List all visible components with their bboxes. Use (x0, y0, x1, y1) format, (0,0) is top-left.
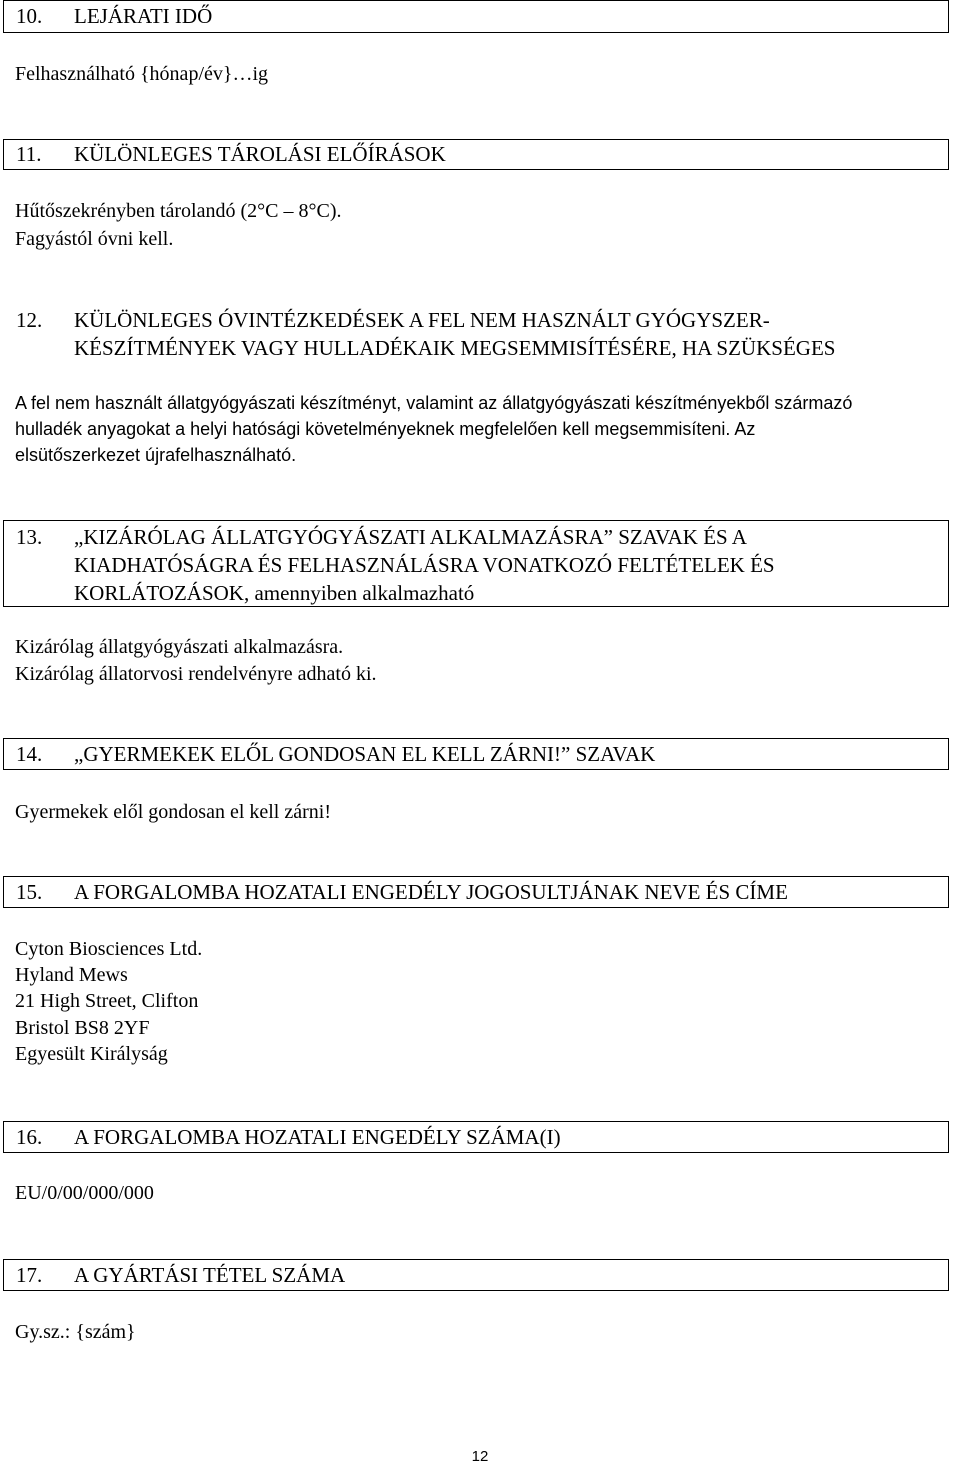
section-number: 12. (16, 308, 43, 332)
authorisation-number: EU/0/00/000/000 (15, 1182, 154, 1204)
section-10-header (3, 0, 949, 33)
section-12-header (3, 305, 949, 363)
section-number: 14. (16, 742, 43, 766)
section-title-line-2: KÉSZÍTMÉNYEK VAGY HULLADÉKAIK MEGSEMMISÍTÉSÉRE, HA SZÜKSÉGES (74, 336, 836, 360)
storage-text-2: Fagyástól óvni kell. (15, 228, 174, 250)
section-title-line-3-qualifier: amennyiben alkalmazható (249, 581, 475, 605)
section-number: 17. (16, 1263, 43, 1287)
disposal-text-3: elsütőszerkezet újrafelhasználható. (15, 445, 297, 465)
section-number: 11. (16, 142, 42, 166)
section-title-line-3-main: KORLÁTOZÁSOK, (74, 581, 250, 605)
section-title-line-3 (74, 579, 940, 607)
section-13-header (3, 520, 949, 607)
prescription-text: Kizárólag állatorvosi rendelvényre adható ki. (15, 663, 377, 685)
children-warning-text: Gyermekek elől gondosan el kell zárni! (15, 801, 331, 823)
section-number: 13. (16, 525, 43, 549)
section-17-header (3, 1259, 949, 1291)
section-11-header (3, 139, 949, 170)
section-title-line-1: „KIZÁRÓLAG ÁLLATGYÓGYÁSZATI ALKALMAZÁSRA” SZAVAK ÉS A (74, 525, 747, 549)
section-title: A FORGALOMBA HOZATALI ENGEDÉLY JOGOSULTJÁNAK NEVE ÉS CÍME (74, 880, 788, 904)
section-14-header (3, 738, 949, 770)
section-16-header (3, 1121, 949, 1153)
expiry-text: Felhasználható {hónap/év}…ig (15, 63, 269, 85)
page-number: 12 (471, 1448, 489, 1465)
disposal-text-2: hulladék anyagokat a helyi hatósági követelményeknek megfelelően kell megsemmisíteni. Az (15, 419, 756, 439)
holder-address-1: Hyland Mews (15, 964, 128, 986)
section-title: „GYERMEKEK ELŐL GONDOSAN EL KELL ZÁRNI!” SZAVAK (74, 742, 656, 766)
holder-name: Cyton Biosciences Ltd. (15, 938, 203, 960)
section-number: 16. (16, 1125, 43, 1149)
section-title: LEJÁRATI IDŐ (74, 4, 213, 28)
section-title-line-2: KIADHATÓSÁGRA ÉS FELHASZNÁLÁSRA VONATKOZÓ FELTÉTELEK ÉS (74, 553, 775, 577)
holder-address-3: Bristol BS8 2YF (15, 1017, 150, 1039)
section-title: KÜLÖNLEGES TÁROLÁSI ELŐÍRÁSOK (74, 142, 446, 166)
section-title-line-1: KÜLÖNLEGES ÓVINTÉZKEDÉSEK A FEL NEM HASZNÁLT GYÓGYSZER- (74, 308, 770, 332)
section-15-header (3, 876, 949, 908)
storage-text-1: Hűtőszekrényben tárolandó (2°C – 8°C). (15, 200, 342, 222)
section-number: 10. (16, 4, 43, 28)
veterinary-use-text: Kizárólag állatgyógyászati alkalmazásra. (15, 636, 344, 658)
holder-country: Egyesült Királyság (15, 1043, 168, 1065)
disposal-text-1: A fel nem használt állatgyógyászati készítményt, valamint az állatgyógyászati készítményekből származó (15, 393, 853, 413)
section-title: A FORGALOMBA HOZATALI ENGEDÉLY SZÁMA(I) (74, 1125, 561, 1149)
section-title: A GYÁRTÁSI TÉTEL SZÁMA (74, 1263, 346, 1287)
batch-number: Gy.sz.: {szám} (15, 1321, 136, 1343)
holder-address-2: 21 High Street, Clifton (15, 990, 199, 1012)
section-number: 15. (16, 880, 43, 904)
